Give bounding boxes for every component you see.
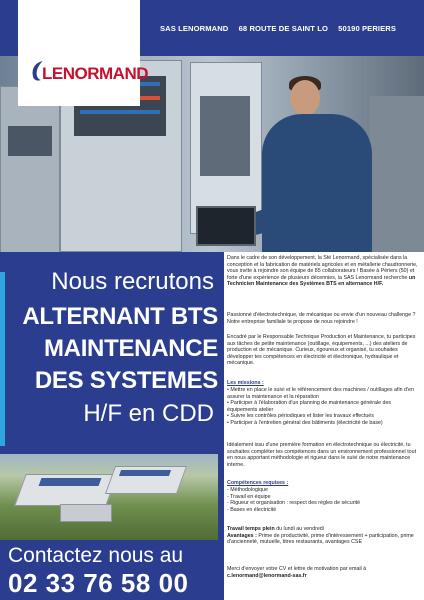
missions-title: Les missions : xyxy=(227,380,264,386)
headline-position-3: DES SYSTEMES xyxy=(34,367,218,394)
skill-item: - Travail en équipe xyxy=(227,493,271,500)
headline-contract-type: H/F en CDD xyxy=(83,400,214,427)
contact-phone: 02 33 76 58 00 xyxy=(8,568,189,598)
skills-list xyxy=(227,487,420,513)
headline-we-recruit: Nous recrutons xyxy=(51,268,214,295)
advantages-text: Prime de productivité, prime d'intéressement + participation, prime d'ancienneté, mutuelle, titres restaurants, avantages CSE xyxy=(227,532,414,545)
mission-item: • Suivre les contrôles périodiques et lister les travaux effectués xyxy=(227,413,374,419)
role-paragraph: Encadré par le Responsable Technique Production et Maintenance, tu participes aux tâches de petite maintenance (outillage, équipements, ...) des ateliers de production et de mécanique. Curieux, rigoureux et organisé, tu souhaites développer tes compétences en électricité et électronique, hydraulique et mécanique. xyxy=(227,334,416,366)
conditions-text: du lundi au vendredi xyxy=(276,526,324,532)
headline-position-1: ALTERNANT BTS xyxy=(22,303,218,330)
job-description xyxy=(224,252,424,600)
missions-list xyxy=(227,387,420,426)
headline-position-2: MAINTENANCE xyxy=(43,335,218,362)
intro-job-title: un Technicien Maintenance des Systèmes BTS en alternance H/F. xyxy=(227,274,416,287)
mission-item: • Mettre en place le suivi et le référencement des machines / outillages afin d'en assurer la maintenance et la réparation xyxy=(227,387,414,400)
profile-paragraph: Idéalement issu d'une première formation en électrotechnique ou électricité, tu souhaites compléter tes compétences dans un environnement professionnel tout en nous apportant méthodologie et rigueur dans le suivi de notre maintenance interne. xyxy=(227,442,417,468)
intro-text: Dans le cadre de son développement, la Sté Lenormand, spécialisée dans la conception et la fabrication de matériels agricoles et en métallerie chaudronnerie, vous invite à rejoindre son équipe de 85 collaborateurs ! Basée à Périers (50) et forte d'une expérience de plusieurs décennies, la SAS Lenormand recherche xyxy=(227,255,418,281)
contact-title: Contactez nous au xyxy=(8,544,184,567)
conditions-label: Travail temps plein xyxy=(227,526,275,532)
skill-item: - Rigueur et organisation : respect des règles de sécurité xyxy=(227,500,361,506)
intro-paragraph xyxy=(227,255,420,288)
logo-text: LENORMAND xyxy=(42,64,148,83)
mission-item: • Participer à l'entretien général des bâtiments (électricité de base) xyxy=(227,419,383,426)
conditions-paragraph xyxy=(227,526,420,546)
advantages-label: Avantages : xyxy=(227,532,257,539)
company-address xyxy=(160,24,404,33)
skill-item: - Méthodologique xyxy=(227,487,268,493)
skills-title: Compétences requises : xyxy=(227,480,289,486)
mission-item: • Participer à l'élaboration d'un planning de maintenance générale des équipements atelier xyxy=(227,400,392,413)
company-name: SAS LENORMAND xyxy=(160,24,229,33)
apply-paragraph xyxy=(227,566,420,579)
company-city: 50190 PERIERS xyxy=(338,24,397,33)
company-street: 68 ROUTE DE SAINT LO xyxy=(238,24,328,33)
apply-text: Merci d'envoyer votre CV et lettre de motivation par email à xyxy=(227,566,367,572)
apply-email[interactable]: c.lenormand@lenormand-sas.fr xyxy=(227,572,307,579)
company-logo xyxy=(18,0,148,106)
challenge-paragraph: Passionné d'électrotechnique, de mécanique ou envie d'un nouveau challenge ? Notre entreprise familiale te propose de nous rejoindre ! xyxy=(227,312,416,325)
aerial-site-photo xyxy=(0,454,218,540)
skill-item: - Bases en électricité xyxy=(227,506,277,513)
